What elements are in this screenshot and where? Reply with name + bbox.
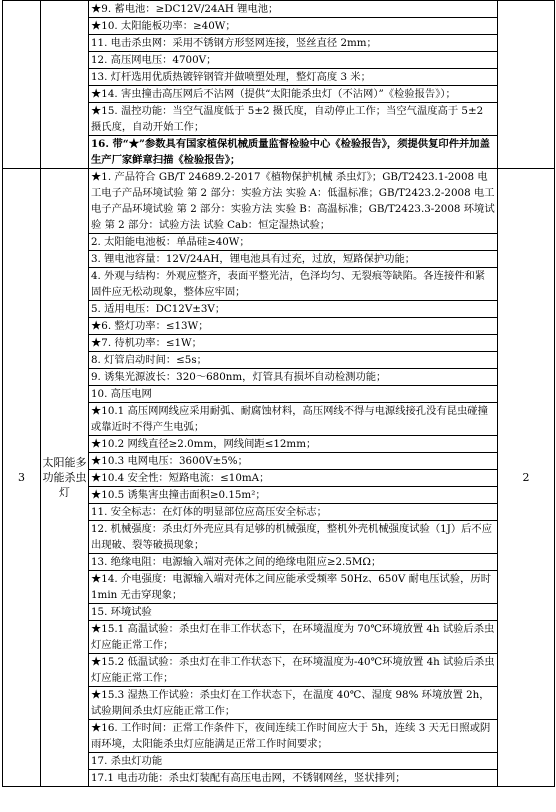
spec-line: ★10.5 诱集害虫撞击面积≥0.15m²；	[89, 487, 497, 504]
spec-line: ★10.4 安全性：短路电流：≤10mA；	[89, 470, 497, 487]
spec-line: 11. 电击杀虫网：采用不锈钢方形竖网连接，竖丝直径 2mm；	[89, 35, 497, 52]
spec-line: ★14. 介电强度：电源输入端对壳体之间应能承受频率 50Hz、650V 耐电压试验，历时 1min 无击穿现象；	[89, 571, 497, 604]
spec-line: 10. 高压电网	[89, 386, 497, 403]
table-row-continuation	[3, 1, 555, 169]
item-name: 太阳能多功能杀虫灯	[41, 169, 89, 787]
table-row-item	[3, 169, 555, 787]
spec-line: ★7. 待机功率：≤1W；	[89, 335, 497, 352]
name-cell-empty	[41, 1, 89, 169]
spec-line: ★10.2 网线直径≥2.0mm，网线间距≤12mm；	[89, 436, 497, 453]
spec-line: ★10.1 高压网网线应采用耐弧、耐腐蚀材料，高压网线不得与电源线接孔没有昆虫碰撞或靠近时不得产生电弧；	[89, 403, 497, 436]
spec-line: ★15.2 低温试验：杀虫灯在非工作状态下，在环境温度为-40℃环境放置 4h 试验后杀虫灯应能正常工作；	[89, 654, 497, 687]
spec-line: ★15. 温控功能：当空气温度低于 5±2 摄氏度，自动停止工作；当空气温度高于 5±2 摄氏度，自动开始工作；	[89, 103, 497, 136]
spec-line: 17. 杀虫灯功能	[89, 753, 497, 770]
item-index: 3	[3, 169, 41, 787]
spec-table	[2, 0, 555, 787]
spec-cell	[89, 1, 498, 169]
spec-line-note: 16. 带“★”参数具有国家植保机械质量监督检验中心《检验报告》，须提供复印件并加盖生产厂家鲜章扫描《检验报告》；	[91, 138, 490, 166]
spec-line: 15. 环境试验	[89, 604, 497, 621]
spec-line: ★15.3 湿热工作试验：杀虫灯在工作状态下，在温度 40℃、湿度 98% 环境放置 2h，试验期间杀虫灯应能正常工作；	[89, 687, 497, 720]
spec-line: ★1. 产品符合 GB/T 24689.2-2017《植物保护机械 杀虫灯》；GB/T2423.1-2008 电工电子产品环境试验 第 2 部分：实验方法 实验 A：低温标准；GB/T2423.2-2008 电工电子产品环境试验 第 2 部分：实验方法 实验 B：高温标准；GB/T2423.3-2008 环境试验 第 2 部分：试验方法 试验 Cab：恒定湿热试验；	[89, 169, 497, 234]
spec-line: 17.1 电击功能：杀虫灯装配有高压电击网，不锈钢网丝，竖状排列；	[91, 772, 406, 784]
spec-line: ★16. 工作时间：正常工作条件下，夜间连续工作时间应大于 5h，连续 3 天无日照或阴雨环境，太阳能杀虫灯应能满足正常工作时间要求；	[89, 720, 497, 753]
spec-line: 4. 外观与结构：外观应整齐，表面平整光洁，色泽均匀、无裂痕等缺陷。各连接件和紧固件应无松动现象，整体应牢固；	[89, 268, 497, 301]
spec-line: 13. 绝缘电阻：电源输入端对壳体之间的绝缘电阻应≥2.5MΩ；	[89, 554, 497, 571]
spec-line: ★10.3 电网电压：3600V±5%；	[89, 453, 497, 470]
spec-line: ★14. 害虫撞击高压网后不沾网（提供“太阳能杀虫灯（不沾网）”《检验报告》）；	[89, 86, 497, 103]
spec-line: 13. 灯杆选用优质热镀锌钢管并做喷塑处理，整灯高度 3 米；	[89, 69, 497, 86]
spec-line: 2. 太阳能电池板：单晶硅≥40W；	[89, 234, 497, 251]
spec-line: 9. 诱集光源波长：320～680nm，灯管具有损坏自动检测功能；	[89, 369, 497, 386]
spec-line: ★15.1 高温试验：杀虫灯在非工作状态下，在环境温度为 70℃环境放置 4h 试验后杀虫灯应能正常工作；	[89, 621, 497, 654]
spec-line: ★9. 蓄电池：≥DC12V/24AH 锂电池；	[89, 1, 497, 18]
spec-line: ★6. 整灯功率：≤13W；	[89, 318, 497, 335]
spec-line: 3. 锂电池容量：12V/24AH，锂电池具有过充，过放，短路保护功能；	[89, 251, 497, 268]
item-quantity: 2	[498, 169, 555, 787]
item-spec-cell	[89, 169, 498, 787]
spec-line: 12. 机械强度：杀虫灯外壳应具有足够的机械强度，整机外壳机械强度试验（1J）后不应出现破、裂等破损现象；	[89, 521, 497, 554]
spec-line: 5. 适用电压：DC12V±3V；	[89, 301, 497, 318]
spec-line: 11. 安全标志：在灯体的明显部位应高压安全标志；	[89, 504, 497, 521]
quantity-cell-empty	[498, 1, 555, 169]
spec-line: 8. 灯管启动时间：≤5s；	[89, 352, 497, 369]
spec-line: ★10. 太阳能板功率：≥40W；	[89, 18, 497, 35]
spec-line: 12. 高压网电压：4700V；	[89, 52, 497, 69]
index-cell-empty	[3, 1, 41, 169]
